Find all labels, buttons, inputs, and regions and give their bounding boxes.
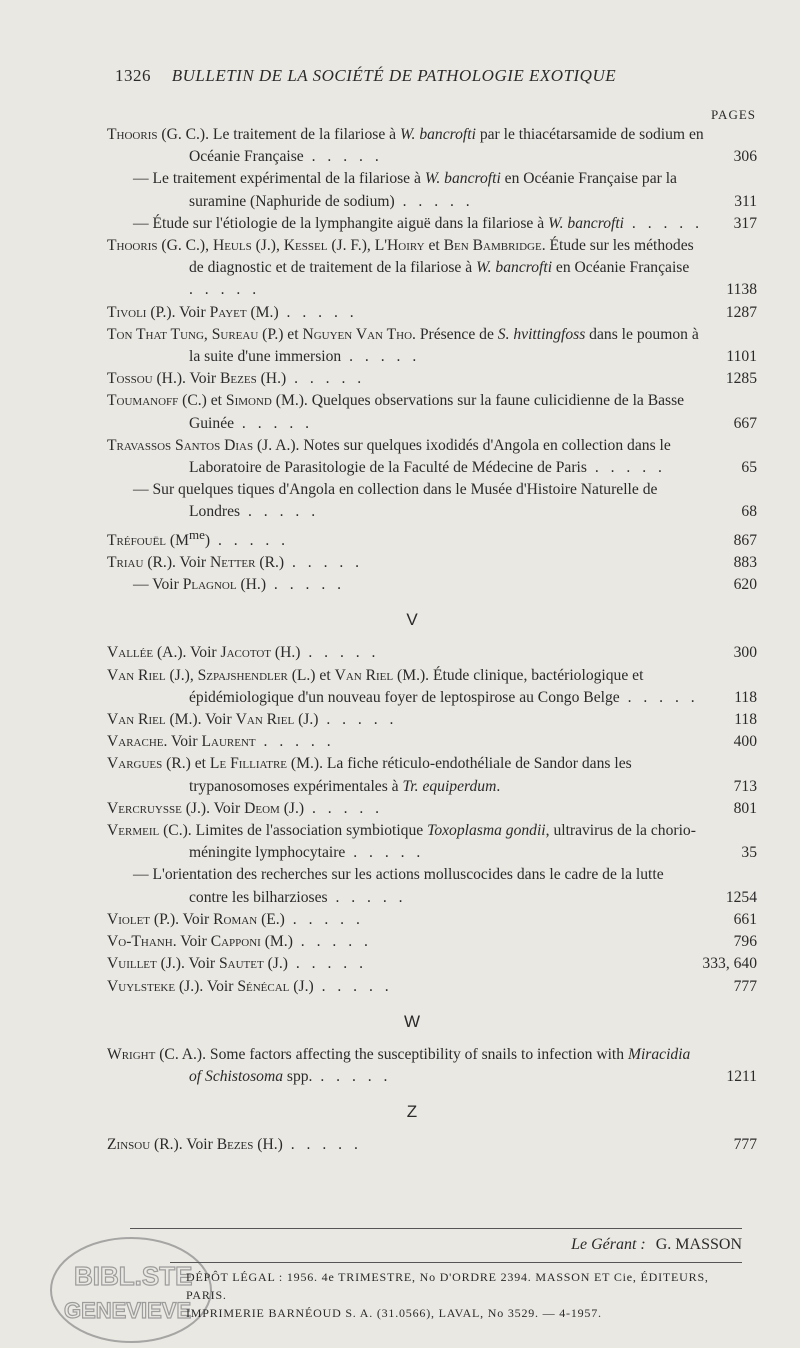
entry-text: Tivoli (P.). Voir Payet (M.) (107, 303, 279, 321)
entry-text: Vercruysse (J.). Voir Deom (J.) (107, 799, 305, 817)
leader-dots: . . . . . (313, 977, 393, 995)
index-entry: Wright (C. A.). Some factors affecting the susceptibility of snails to infection with Miracidia of Schistosoma spp. . . . . . 1211 (107, 1045, 757, 1085)
leader-dots: . . . . . (624, 214, 703, 232)
index-entry: Travassos Santos Dias (J. A.). Notes sur quelques ixodidés d'Angola en collection dans le Laboratoire de Parasitologie de la Faculté de Médecine de Paris . . . . . 65 (107, 436, 757, 477)
footer-rule (130, 1228, 742, 1229)
index-entry: Vuillet (J.). Voir Sautet (J.) . . . . . 333, 640 (107, 955, 757, 973)
entry-text: Vermeil (C.). Limites de l'association symbiotique Toxoplasma gondii, ultravirus de la chorio-méningite lymphocytaire (107, 822, 696, 862)
index-entry: Vercruysse (J.). Voir Deom (J.) . . . . . 801 (107, 799, 757, 817)
entry-text: Toumanoff (C.) et Simond (M.). Quelques observations sur la faune culicidienne de la Basse Guinée (107, 392, 685, 432)
leader-dots: . . . . . (234, 414, 314, 432)
index-entry: Thooris (G. C.). Le traitement de la filariose à W. bancrofti par le thiacétarsamide de sodium en Océanie Française . . . . . 306 (107, 126, 757, 166)
section-letter: Z (406, 1102, 418, 1122)
index-entry: Vuylsteke (J.). Voir Sénécal (J.) . . . . . 777 (107, 977, 757, 995)
stamp-text-2: GENEVIEVE (64, 1298, 192, 1323)
leader-dots: . . . . . (327, 888, 407, 906)
index-entry: Toumanoff (C.) et Simond (M.). Quelques observations sur la faune culicidienne de la Basse Guinée . . . . . 667 (107, 392, 757, 432)
entry-text: — Étude sur l'étiologie de la lymphangite aiguë dans la filariose à W. bancrofti (133, 214, 625, 232)
entry-text: Travassos Santos Dias (J. A.). Notes sur quelques ixodidés d'Angola en collection dans le Laboratoire de Parasitologie de la Faculté de Médecine de Paris (107, 436, 671, 477)
entry-text: — Voir Plagnol (H.) (133, 576, 267, 594)
leader-dots: . . . . . (304, 799, 384, 817)
index-entry: Tossou (H.). Voir Bezes (H.) . . . . . 1285 (107, 370, 757, 388)
leader-dots: . . . . . (292, 933, 372, 951)
entry-text: Varache. Voir Laurent (107, 733, 256, 751)
leader-dots: . . . . . (318, 711, 398, 729)
leader-dots: . . . . . (278, 303, 358, 321)
index-entry: Vermeil (C.). Limites de l'association symbiotique Toxoplasma gondii, ultravirus de la chorio-méningite lymphocytaire . . . . . 35 (107, 822, 757, 862)
index-entry: Vargues (R.) et Le Filliatre (M.). La fiche réticulo-endothéliale de Sandor dans les trypanosomoses expérimentales à Tr. equiperdum. 713 (107, 755, 757, 795)
entry-text: Violet (P.). Voir Roman (E.) (107, 910, 285, 928)
leader-dots: . . . . . (266, 576, 346, 594)
leader-dots: . . . . . (282, 1136, 362, 1154)
leader-dots: . . . . . (287, 955, 367, 973)
entry-text: Tréfouël $(M^{me})$ (107, 526, 211, 549)
leader-dots: . . . . . (210, 531, 290, 549)
index-entry: Violet (P.). Voir Roman (E.) . . . . . 661 (107, 910, 757, 928)
entry-text: Ton That Tung, Sureau (P.) et Nguyen Van Tho. Présence de S. hvittingfoss dans le poumon à la suite d'une immersion (107, 325, 699, 366)
leader-dots: . . . . . (284, 910, 364, 928)
entry-text: Tossou (H.). Voir Bezes (H.) (107, 370, 287, 388)
stamp-text-1: BIBL.STE (74, 1261, 193, 1291)
leader-dots: . . . . . (255, 733, 335, 751)
leader-dots: . . . . . (394, 192, 474, 210)
running-header (115, 66, 725, 86)
leader-dots: . . . . . (345, 844, 425, 862)
entry-text: Van Riel (M.). Voir Van Riel (J.) (107, 711, 319, 729)
leader-dots: . . . . . (189, 281, 261, 299)
index-entry: Tréfouël $(M^{me})$ . . . . . 867 (107, 526, 757, 549)
entry-text: Vuillet (J.). Voir Sautet (J.) (107, 955, 288, 973)
index-entry: — L'orientation des recherches sur les actions molluscocides dans le cadre de la lutte contre les bilharzioses . . . . . 1254 (133, 866, 757, 906)
index-entry: Ton That Tung, Sureau (P.) et Nguyen Van Tho. Présence de S. hvittingfoss dans le poumon à la suite d'une immersion . . . . . 1101 (107, 325, 757, 366)
entry-text: Vo-Thanh. Voir Capponi (M.) (107, 933, 293, 951)
index-entry: — Étude sur l'étiologie de la lymphangite aiguë dans la filariose à W. bancrofti . . . . . 317 (133, 214, 757, 232)
section-letter: W (403, 1011, 421, 1031)
index-entry: Zinsou (R.). Voir Bezes (H.) . . . . . 777 (107, 1136, 757, 1154)
index-entry: Van Riel (J.), Szpajshendler (L.) et Van Riel (M.). Étude clinique, bactériologique et épidémiologique d'un nouveau foyer de leptospirose au Congo Belge . . . . . 118 (107, 666, 757, 706)
index-entry: Vo-Thanh. Voir Capponi (M.) . . . . . 796 (107, 933, 757, 951)
entry-text: Thooris (G. C.). Le traitement de la filariose à W. bancrofti par le thiacétarsamide de sodium en Océanie Française (107, 126, 704, 166)
leader-dots: . . . . . (312, 1067, 392, 1085)
entry-text: — Le traitement expérimental de la filariose à W. bancrofti en Océanie Française par la suramine (Naphuride de sodium) (133, 170, 677, 210)
index-entry: Tivoli (P.). Voir Payet (M.) . . . . . 1287 (107, 303, 757, 321)
entry-text: Triau (R.). Voir Netter (R.) (107, 554, 285, 572)
index-entry: Thooris (G. C.), Heuls (J.), Kessel (J. F.), L'Hoiry et Ben Bambridge. Étude sur les méthodes de diagnostic et de traitement de la filariose à W. bancrofti en Océanie Française . . . . . 1138 (107, 237, 757, 299)
leader-dots: . . . . . (286, 370, 366, 388)
index-entry: Van Riel (M.). Voir Van Riel (J.) . . . . . 118 (107, 711, 757, 729)
gerant-name: G. MASSON (655, 1236, 742, 1253)
entry-text: Vargues (R.) et Le Filliatre (M.). La fiche réticulo-endothéliale de Sandor dans les trypanosomoses expérimentales à Tr. equiperdum. (107, 755, 632, 795)
index-entry: Triau (R.). Voir Netter (R.) . . . . . 883 (107, 554, 757, 572)
imprint-line-1: DÉPÔT LÉGAL : 1956. 4e TRIMESTRE, No D'ORDRE 2394. MASSON ET Cie, ÉDITEURS, PARIS. (186, 1270, 709, 1302)
leader-dots: . . . . . (586, 459, 666, 477)
section-letter: V (406, 610, 418, 630)
page-number: 1326 (115, 66, 151, 85)
leader-dots: . . . . . (341, 348, 421, 366)
index-entry: — Le traitement expérimental de la filariose à W. bancrofti en Océanie Française par la suramine (Naphuride de sodium) . . . . . 311 (133, 170, 757, 210)
entry-text: Vuylsteke (J.). Voir Sénécal (J.) (107, 977, 314, 995)
leader-dots: . . . . . (619, 688, 699, 706)
entry-text: Wright (C. A.). Some factors affecting the susceptibility of snails to infection with Miracidia of Schistosoma spp. (107, 1045, 691, 1085)
journal-title: BULLETIN DE LA SOCIÉTÉ DE PATHOLOGIE EXOTIQUE (171, 66, 617, 85)
gerant-line (571, 1236, 742, 1254)
index-entry: Vallée (A.). Voir Jacotot (H.) . . . . . 300 (107, 644, 757, 662)
leader-dots: . . . . . (284, 554, 364, 572)
index-entry: — Voir Plagnol (H.) . . . . . 620 (133, 576, 757, 594)
imprint-line-2: IMPRIMERIE BARNÉOUD S. A. (31.0566), LAVAL, No 3529. — 4-1957. (186, 1306, 602, 1320)
entry-text: Van Riel (J.), Szpajshendler (L.) et Van Riel (M.). Étude clinique, bactériologique et épidémiologique d'un nouveau foyer de leptospirose au Congo Belge (107, 666, 644, 706)
imprint (186, 1268, 746, 1322)
index-entry: Varache. Voir Laurent . . . . . 400 (107, 733, 757, 751)
entry-text: — L'orientation des recherches sur les actions molluscocides dans le cadre de la lutte contre les bilharzioses (133, 866, 664, 906)
index-entries (107, 124, 757, 1156)
entry-text: Thooris (G. C.), Heuls (J.), Kessel (J. F.), L'Hoiry et Ben Bambridge. Étude sur les méthodes de diagnostic et de traitement de la filariose à W. bancrofti en Océanie Française (107, 237, 694, 277)
leader-dots: . . . . . (240, 503, 320, 521)
entry-text: Vallée (A.). Voir Jacotot (H.) (107, 644, 301, 662)
entry-text: — Sur quelques tiques d'Angola en collection dans le Musée d'Histoire Naturelle de Londres (133, 481, 658, 521)
leader-dots: . . . . . (303, 148, 383, 166)
pages-column-label: PAGES (711, 107, 756, 122)
leader-dots: . . . . . (300, 644, 380, 662)
imprint-rule (170, 1262, 742, 1263)
entry-text: Zinsou (R.). Voir Bezes (H.) (107, 1136, 283, 1154)
gerant-label: Le Gérant : (571, 1236, 646, 1253)
index-entry: — Sur quelques tiques d'Angola en collection dans le Musée d'Histoire Naturelle de Londres . . . . . 68 (133, 481, 757, 521)
